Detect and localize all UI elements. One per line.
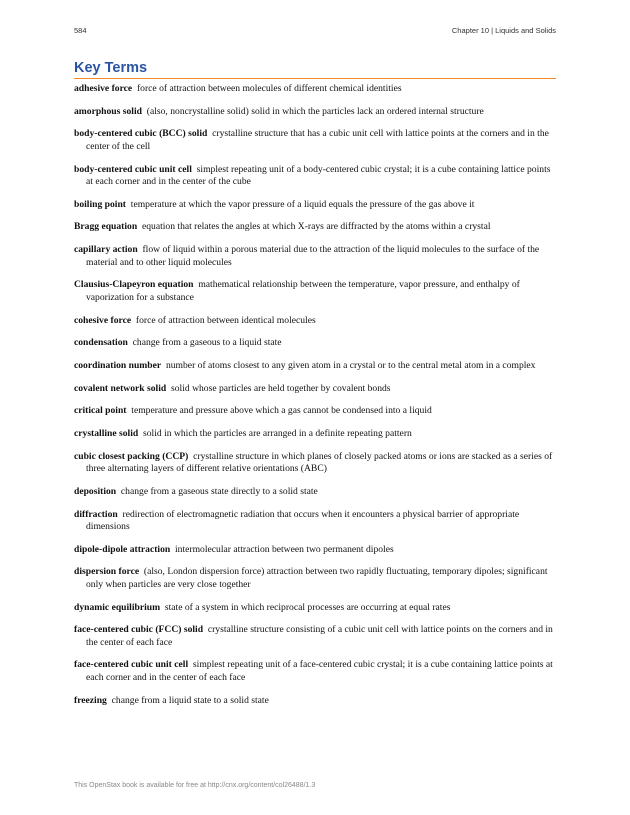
glossary-entry [74,128,556,153]
glossary-term: dipole-dipole attraction [74,543,171,555]
glossary-definition: temperature at which the vapor pressure of a liquid equals the pressure of the gas above it [130,198,475,210]
glossary-definition: change from a liquid state to a solid state [111,694,269,706]
glossary-term: dispersion force [74,566,140,578]
glossary-term: freezing [74,694,107,706]
glossary-definition: number of atoms closest to any given atom in a crystal or to the central metal atom in a complex [165,359,536,371]
glossary-entry [74,624,556,649]
glossary-definition: mathematical relationship between the temperature, vapor pressure, and enthalpy of vaporization for a substance [86,279,520,303]
glossary-term: body-centered cubic (BCC) solid [74,128,208,140]
glossary-entry [74,83,556,96]
glossary-definition: crystalline structure consisting of a cubic unit cell with lattice points on the corners and in the center of each face [86,624,553,648]
glossary-entry [74,315,556,328]
glossary-term: face-centered cubic unit cell [74,659,189,671]
glossary-definition: state of a system in which reciprocal processes are occurring at equal rates [164,601,451,613]
glossary-entry [74,337,556,350]
glossary-term: crystalline solid [74,427,139,439]
glossary-definition: solid whose particles are held together by covalent bonds [171,382,391,394]
glossary-entry [74,279,556,304]
glossary-definition: simplest repeating unit of a face-centered cubic crystal; it is a cube containing lattice points at each corner and in the center of each face [86,659,553,683]
glossary-entry [74,566,556,591]
glossary-term: amorphous solid [74,105,142,117]
glossary-entry [74,602,556,615]
page-number: 584 [74,26,87,35]
key-terms-list [74,83,556,717]
glossary-term: Clausius-Clapeyron equation [74,279,194,291]
glossary-definition: simplest repeating unit of a body-centered cubic crystal; it is a cube containing lattice points at each corner and in the center of the cube [86,163,551,188]
glossary-definition: temperature and pressure above which a gas cannot be condensed into a liquid [131,405,432,417]
glossary-entry [74,199,556,212]
glossary-term: body-centered cubic unit cell [74,163,192,175]
glossary-entry [74,486,556,499]
glossary-entry [74,244,556,269]
glossary-definition: change from a gaseous to a liquid state [132,337,282,349]
glossary-term: covalent network solid [74,382,167,394]
glossary-term: face-centered cubic (FCC) solid [74,624,204,636]
glossary-term: Bragg equation [74,221,138,233]
glossary-definition: flow of liquid within a porous material due to the attraction of the liquid molecules to the surface of the material and to other liquid molecules [86,244,540,268]
glossary-term: deposition [74,485,117,497]
glossary-definition: intermolecular attraction between two permanent dipoles [175,543,394,555]
glossary-definition: (also, London dispersion force) attraction between two rapidly fluctuating, temporary dipoles; significant only when particles are very close together [86,566,548,590]
glossary-term: adhesive force [74,83,133,94]
glossary-definition: redirection of electromagnetic radiation that occurs when it encounters a physical barrier of appropriate dimensions [86,508,520,532]
glossary-definition: equation that relates the angles at which X-rays are diffracted by the atoms within a crystal [141,221,491,233]
glossary-entry [74,405,556,418]
glossary-entry [74,383,556,396]
glossary-term: critical point [74,405,127,417]
glossary-definition: (also, noncrystalline solid) solid in which the particles lack an ordered internal structure [146,105,484,117]
glossary-term: cubic closest packing (CCP) [74,450,189,462]
glossary-term: diffraction [74,508,118,520]
glossary-term: coordination number [74,359,162,371]
glossary-entry [74,509,556,534]
page-footer: This OpenStax book is available for free at http://cnx.org/content/col26488/1.3 [74,782,316,789]
glossary-entry [74,106,556,119]
glossary-entry [74,221,556,234]
section-title: Key Terms [74,60,556,79]
glossary-term: boiling point [74,198,126,210]
glossary-definition: crystalline structure that has a cubic unit cell with lattice points at the corners and in the center of the cell [86,128,549,152]
glossary-entry [74,659,556,684]
glossary-entry [74,360,556,373]
glossary-entry [74,451,556,476]
glossary-definition: force of attraction between identical molecules [135,314,316,326]
glossary-definition: change from a gaseous state directly to a solid state [120,485,318,497]
glossary-definition: force of attraction between molecules of different chemical identities [136,83,402,94]
chapter-title: Chapter 10 | Liquids and Solids [451,26,556,35]
glossary-definition: solid in which the particles are arranged in a definite repeating pattern [143,427,412,439]
glossary-entry [74,164,556,189]
glossary-term: condensation [74,337,128,349]
glossary-definition: crystalline structure in which planes of closely packed atoms or ions are stacked as a series of three alternating layers of different relative orientations (ABC) [86,450,553,475]
glossary-entry [74,695,556,708]
glossary-term: dynamic equilibrium [74,601,161,613]
glossary-entry [74,428,556,441]
glossary-term: cohesive force [74,314,132,326]
glossary-term: capillary action [74,244,138,256]
glossary-entry [74,544,556,557]
